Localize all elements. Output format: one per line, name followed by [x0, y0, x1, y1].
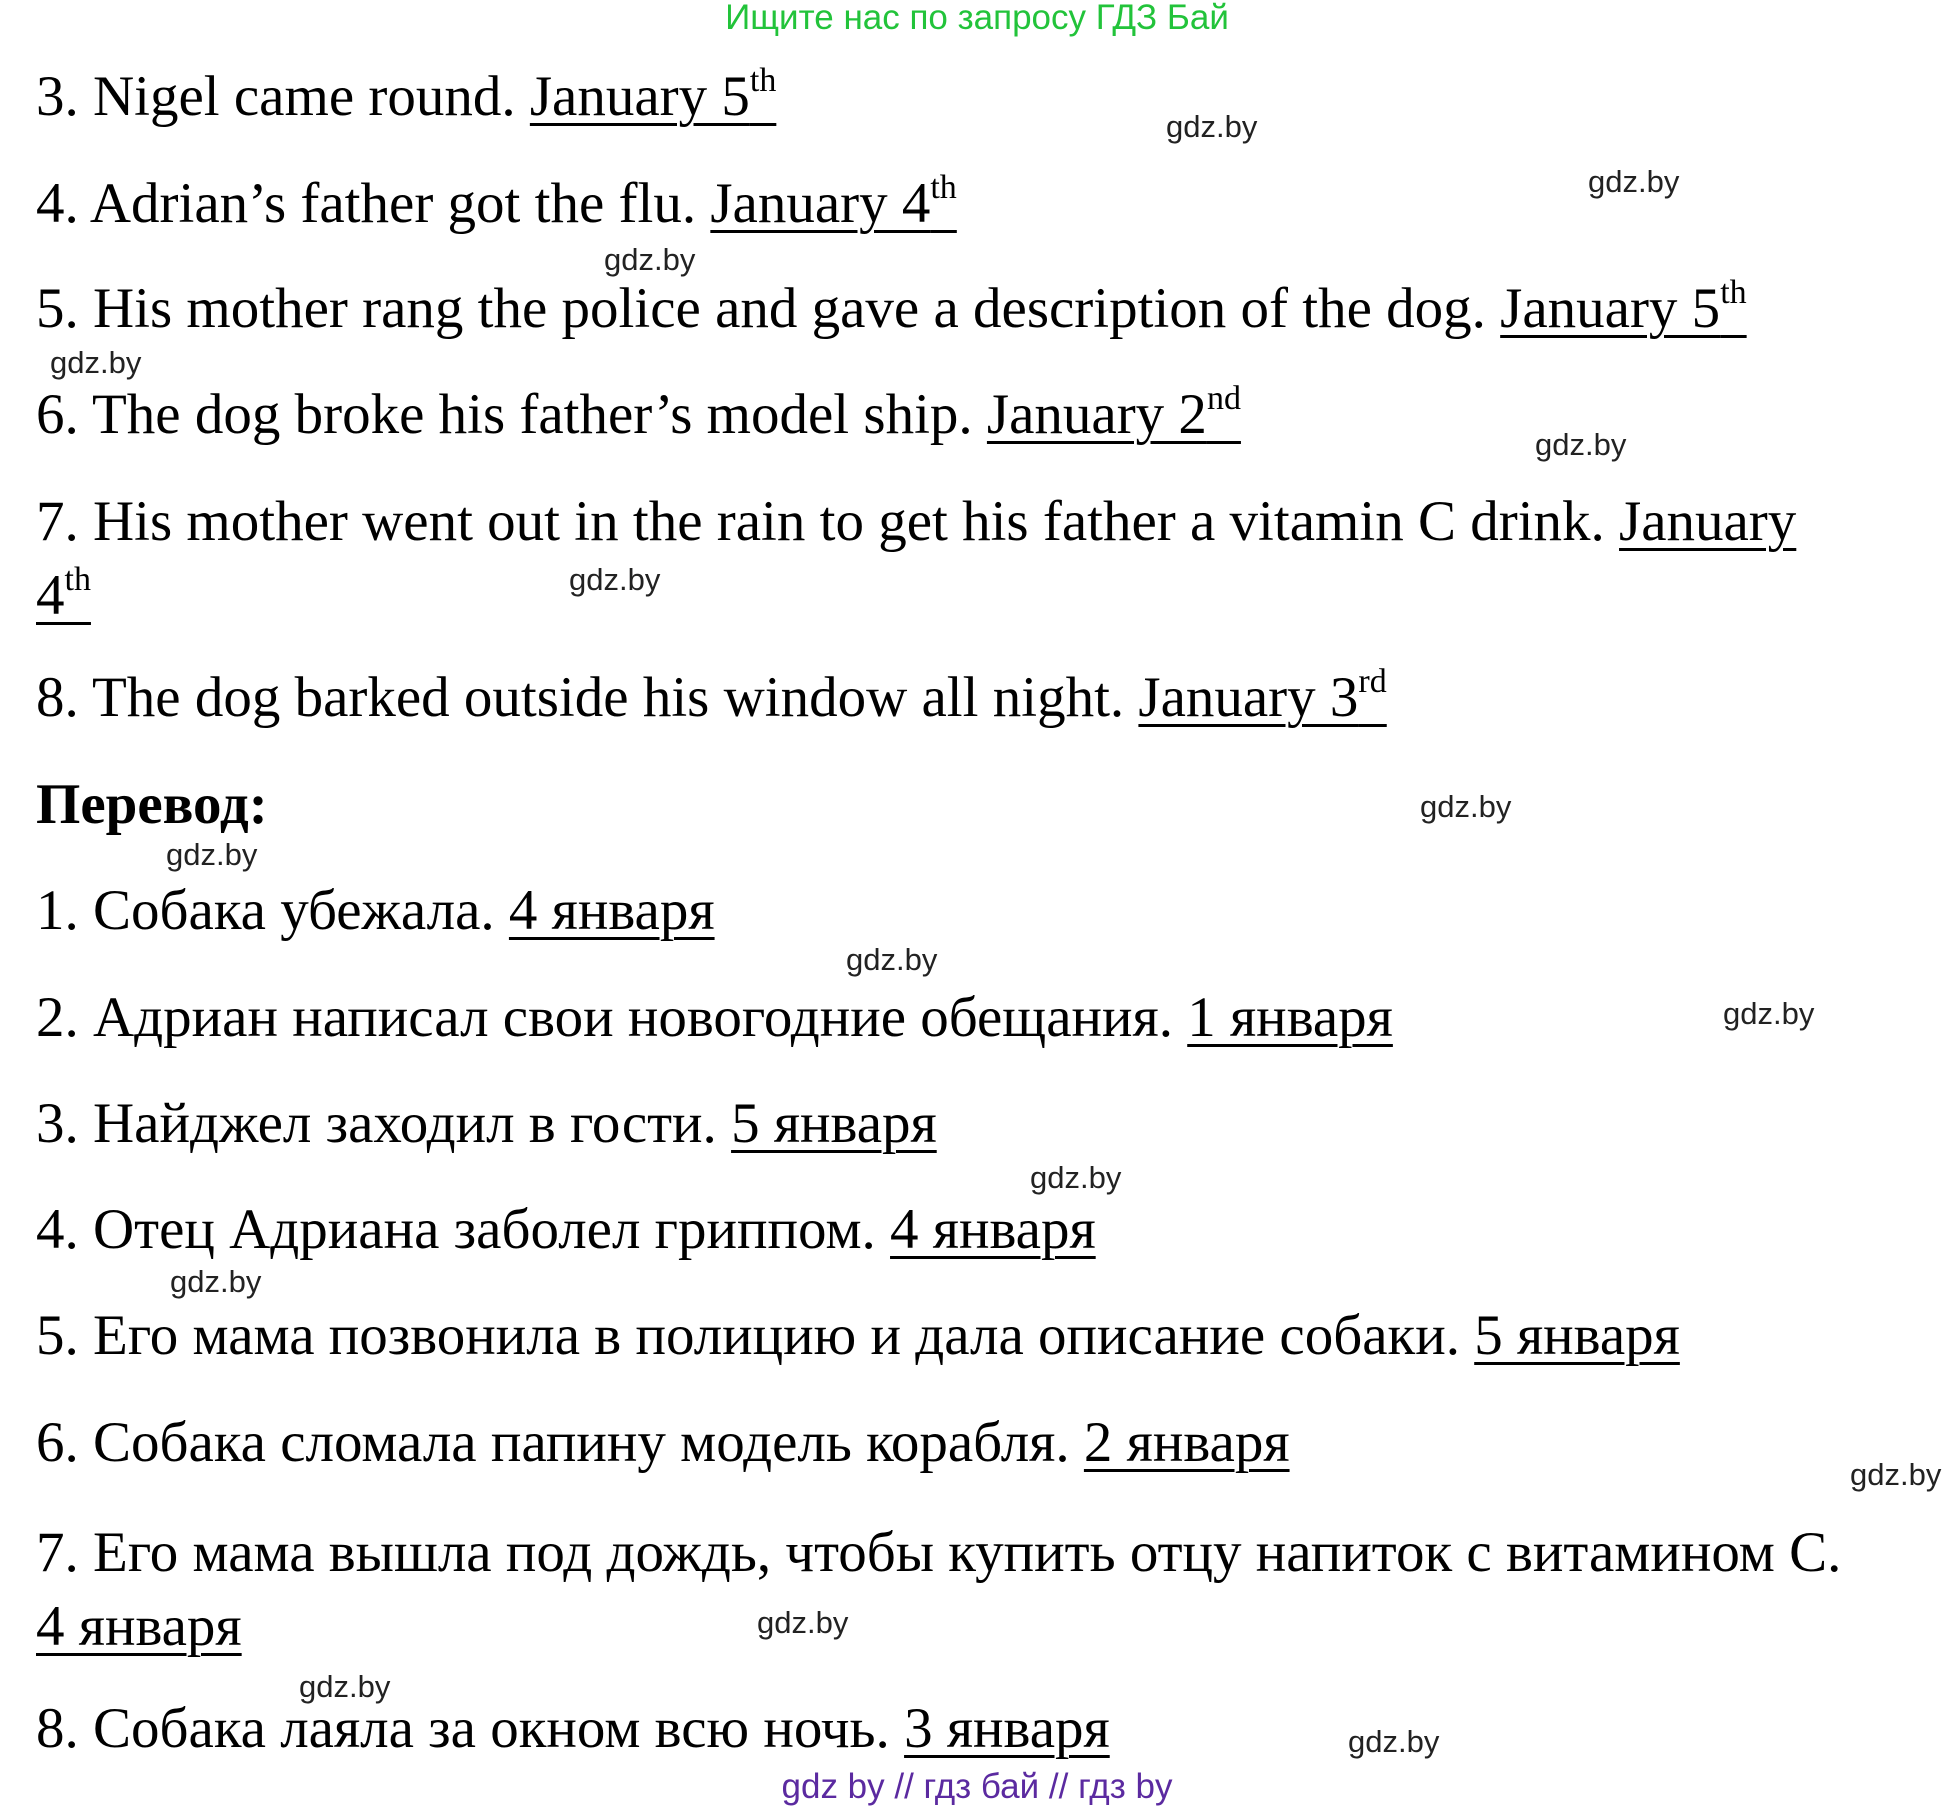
- watermark: gdz.by: [1850, 1457, 1942, 1492]
- translation-date: 2 января: [1083, 1411, 1290, 1474]
- watermark: gdz.by: [1348, 1724, 1440, 1759]
- answer-line-8: [36, 665, 1387, 731]
- answer-line-7: [36, 485, 1856, 633]
- answer-text: 4. Adrian’s father got the flu.: [36, 172, 711, 235]
- answer-text: 8. The dog barked outside his window all night.: [36, 666, 1139, 729]
- answer-line-6: [36, 382, 1241, 448]
- translation-line-6: [36, 1410, 1290, 1476]
- translation-line-8: [36, 1696, 1110, 1762]
- answer-text: 7. His mother went out in the rain to get his father a vitamin C drink.: [36, 490, 1620, 553]
- translation-date: 5 января: [731, 1092, 937, 1155]
- watermark: gdz.by: [166, 837, 258, 872]
- answer-date: January 3rd: [1138, 663, 1387, 729]
- answer-date: January 4th: [36, 490, 1797, 627]
- watermark: gdz.by: [299, 1669, 391, 1704]
- translation-text: 6. Собака сломала папину модель корабля.: [36, 1411, 1084, 1474]
- watermark: gdz.by: [50, 345, 142, 380]
- translation-date: 4 января: [36, 1595, 242, 1658]
- translation-line-7: [36, 1516, 1856, 1664]
- translation-text: 8. Собака лаяла за окном всю ночь.: [36, 1697, 905, 1760]
- watermark: gdz.by: [569, 562, 661, 597]
- answer-line-3: [36, 64, 776, 130]
- translation-text: 1. Собака убежала.: [36, 879, 509, 942]
- watermark: gdz.by: [1166, 109, 1258, 144]
- translation-text: 4. Отец Адриана заболел гриппом.: [36, 1198, 891, 1261]
- answer-text: 5. His mother rang the police and gave a description of the dog.: [36, 277, 1501, 340]
- translation-text: 5. Его мама позвонила в полицию и дала описание собаки.: [36, 1304, 1475, 1367]
- translation-text: 2. Адриан написал свои новогодние обещания.: [36, 986, 1188, 1049]
- answer-line-5: [36, 276, 1747, 342]
- translation-text: 7. Его мама вышла под дождь, чтобы купить отцу напиток с витамином С.: [36, 1521, 1842, 1584]
- translation-line-5: [36, 1303, 1680, 1369]
- watermark: gdz.by: [846, 942, 938, 977]
- footer-links: gdz by // гдз бай // гдз by: [781, 1767, 1173, 1806]
- translation-line-3: [36, 1091, 937, 1157]
- translation-line-1: [36, 878, 715, 944]
- watermark: gdz.by: [1723, 996, 1815, 1031]
- answer-line-4: [36, 171, 957, 237]
- watermark: gdz.by: [1535, 427, 1627, 462]
- translation-date: 4 января: [890, 1198, 1096, 1261]
- translation-date: 4 января: [508, 879, 715, 942]
- answer-text: 6. The dog broke his father’s model ship.: [36, 383, 987, 446]
- translation-line-2: [36, 985, 1393, 1051]
- translation-date: 3 января: [904, 1697, 1110, 1760]
- watermark: gdz.by: [757, 1605, 849, 1640]
- answer-text: 3. Nigel came round.: [36, 65, 530, 128]
- answer-date: January 2nd: [986, 380, 1241, 446]
- translation-heading: Перевод:: [36, 773, 268, 836]
- watermark: gdz.by: [1420, 789, 1512, 824]
- top-banner: Ищите нас по запросу ГДЗ Бай: [725, 0, 1229, 37]
- watermark: gdz.by: [1588, 164, 1680, 199]
- watermark: gdz.by: [170, 1264, 262, 1299]
- watermark: gdz.by: [604, 242, 696, 277]
- translation-line-4: [36, 1197, 1096, 1263]
- answer-date: January 4th: [710, 169, 957, 235]
- translation-date: 1 января: [1187, 986, 1393, 1049]
- translation-text: 3. Найджел заходил в гости.: [36, 1092, 732, 1155]
- answer-date: January 5th: [529, 62, 777, 128]
- answer-date: January 5th: [1500, 274, 1747, 340]
- watermark: gdz.by: [1030, 1160, 1122, 1195]
- translation-date: 5 января: [1474, 1304, 1680, 1367]
